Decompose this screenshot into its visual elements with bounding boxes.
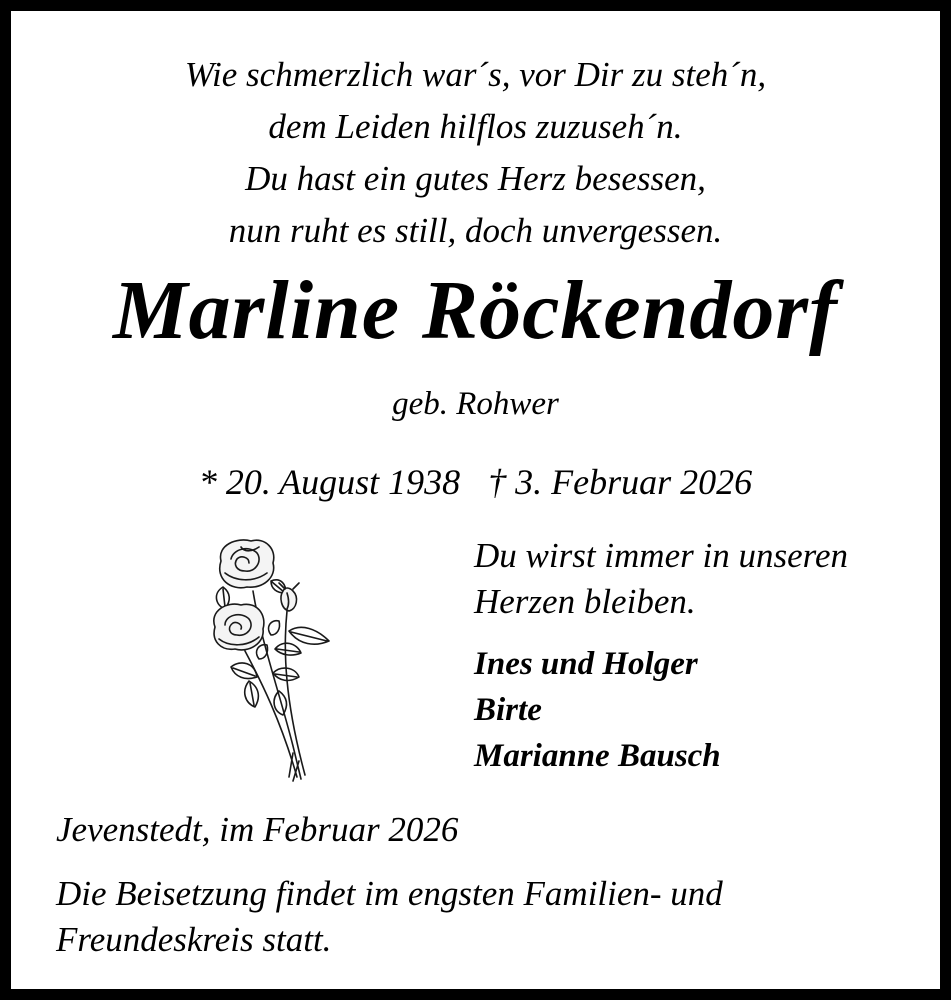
funeral-note — [56, 871, 723, 963]
funeral-line-1: Die Beisetzung findet im engsten Familien- und — [56, 874, 723, 913]
signer-2: Birte — [474, 692, 542, 728]
birth-date: * 20. August 1938 — [198, 462, 461, 502]
signer-3: Marianne Bausch — [474, 738, 721, 774]
poem-line-4: nun ruht es still, doch unvergessen. — [228, 211, 723, 250]
message-line-2: Herzen bleiben. — [474, 582, 696, 621]
poem-line-3: Du hast ein gutes Herz besessen, — [245, 159, 706, 198]
message-line-1: Du wirst immer in unseren — [474, 536, 848, 575]
funeral-line-2: Freundeskreis statt. — [56, 920, 332, 959]
place-date: Jevenstedt, im Februar 2026 — [56, 810, 459, 849]
rose-icon — [201, 531, 341, 786]
poem-line-2: dem Leiden hilflos zuzuseh´n. — [268, 107, 683, 146]
death-date: † 3. Februar 2026 — [488, 462, 753, 502]
signers — [474, 641, 721, 779]
poem-line-1: Wie schmerzlich war´s, vor Dir zu steh´n, — [184, 55, 767, 94]
remembrance-message — [474, 533, 848, 625]
poem — [11, 49, 940, 257]
life-dates — [11, 459, 940, 505]
signer-1: Ines und Holger — [474, 646, 698, 682]
birth-name: geb. Rohwer — [392, 386, 559, 422]
deceased-name: Marline Röckendorf — [112, 264, 839, 357]
